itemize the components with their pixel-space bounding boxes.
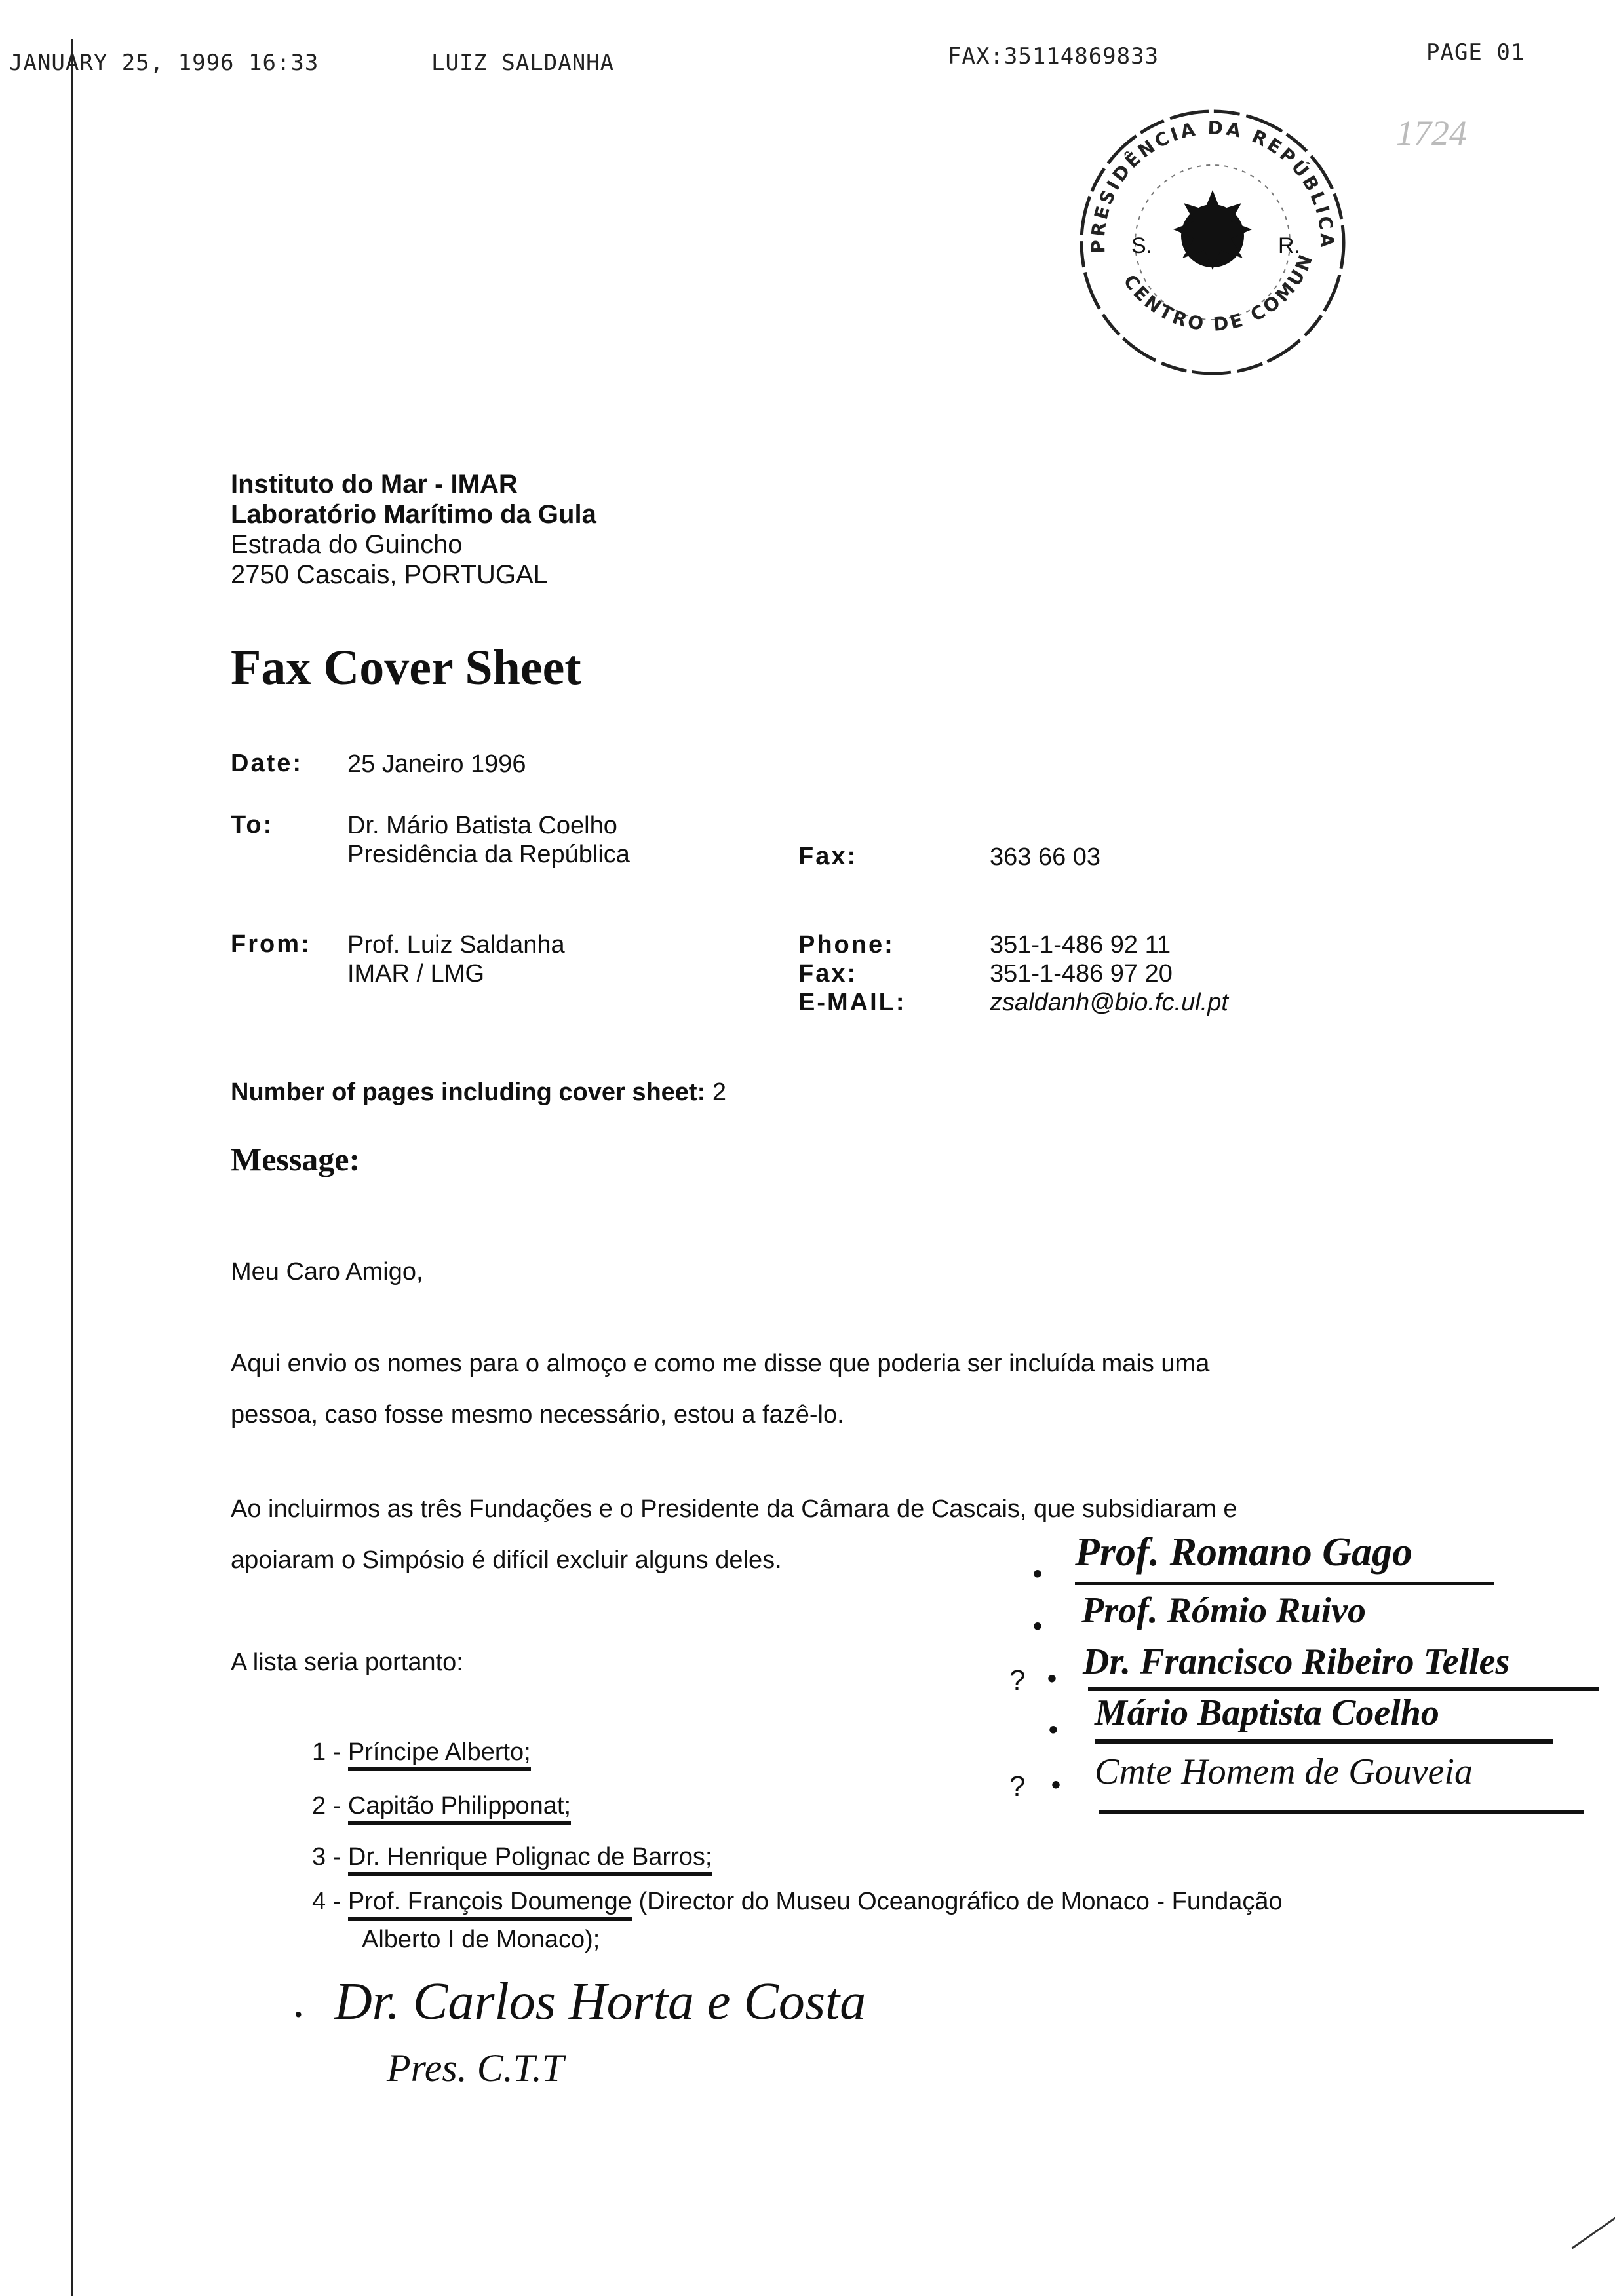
list-item-name: Dr. Henrique Polignac de Barros; — [348, 1843, 712, 1876]
para2-line1: Ao incluirmos as três Fundações e o Presidente da Câmara de Cascais, que subsidiaram e — [231, 1495, 1237, 1523]
stamp-handwritten-number: 1724 — [1396, 113, 1467, 153]
contact-labels — [798, 930, 906, 1017]
from-org: IMAR / LMG — [347, 960, 485, 987]
from-block — [347, 930, 565, 988]
org-line-4: 2750 Cascais, PORTUGAL — [231, 560, 548, 589]
from-fax-label: Fax: — [798, 960, 858, 987]
org-line-1: Instituto do Mar - IMAR — [231, 470, 518, 499]
question-mark: ? — [1009, 1770, 1026, 1803]
handwritten-underline — [1088, 1687, 1599, 1691]
bullet-dot: • — [1049, 1715, 1059, 1744]
handwritten-name-5: Cmte Homem de Gouveia — [1095, 1751, 1473, 1792]
stamp-letter-s: S. — [1131, 233, 1153, 258]
fax-header-number: FAX:35114869833 — [948, 43, 1159, 69]
handwritten-name-2: Prof. Rómio Ruivo — [1081, 1590, 1367, 1631]
bullet-dot: • — [1051, 1770, 1061, 1799]
to-block — [347, 811, 630, 869]
stamp-seal-icon — [1068, 98, 1357, 387]
list-item — [312, 1738, 531, 1767]
list-item-number: 4 - — [312, 1888, 341, 1915]
list-item-number: 1 - — [312, 1738, 341, 1766]
message-heading: Message: — [231, 1141, 360, 1177]
list-item-detail: (Director do Museu Oceanográfico de Monaco - Fundação — [631, 1888, 1283, 1915]
fax-header-page: PAGE 01 — [1426, 39, 1525, 66]
bullet-dot: • — [1033, 1559, 1043, 1588]
list-intro: A lista seria portanto: — [231, 1649, 463, 1676]
handwritten-underline — [1095, 1739, 1553, 1744]
para1-line1: Aqui envio os nomes para o almoço e como me disse que poderia ser incluída mais uma — [231, 1350, 1210, 1377]
phone-value: 351-1-486 92 11 — [990, 931, 1171, 959]
phone-label: Phone: — [798, 931, 895, 959]
list-item-name: Capitão Philipponat; — [348, 1792, 571, 1825]
scan-line — [71, 39, 73, 2296]
email-value: zsaldanh@bio.fc.ul.pt — [990, 989, 1228, 1016]
from-name: Prof. Luiz Saldanha — [347, 931, 565, 959]
to-fax-label: Fax: — [798, 843, 858, 870]
to-org: Presidência da República — [347, 841, 630, 868]
org-line-3: Estrada do Guincho — [231, 530, 463, 559]
presidency-stamp — [1068, 98, 1357, 387]
list-item-name: Príncipe Alberto; — [348, 1738, 531, 1771]
handwritten-underline — [1099, 1810, 1584, 1814]
bullet-dot: • — [1033, 1612, 1043, 1641]
bullet-dot: • — [1047, 1664, 1057, 1693]
svg-text:CENTRO DE COMUNICAÇÕES: CENTRO DE COMUN — [1119, 249, 1318, 335]
page-title: Fax Cover Sheet — [231, 640, 581, 695]
list-item — [312, 1887, 1492, 1954]
list-item-number: 2 - — [312, 1792, 341, 1820]
handwritten-name-4: Mário Baptista Coelho — [1095, 1693, 1439, 1733]
list-item-name: Prof. François Doumenge — [348, 1888, 632, 1921]
date-value: 25 Janeiro 1996 — [347, 750, 526, 778]
list-item-number: 3 - — [312, 1843, 341, 1871]
question-mark: ? — [1009, 1664, 1026, 1696]
bullet-dot: • — [295, 2004, 302, 2025]
para1-line2: pessoa, caso fosse mesmo necessário, estou a fazê-lo. — [231, 1401, 844, 1428]
list-item — [312, 1791, 571, 1820]
handwritten-bottom-title: Pres. C.T.T — [387, 2046, 564, 2090]
pages-row — [231, 1079, 726, 1107]
handwritten-underline — [1075, 1582, 1494, 1585]
para2-line2: apoiaram o Simpósio é difícil excluir alguns deles. — [231, 1546, 782, 1574]
handwritten-name-1: Prof. Romano Gago — [1075, 1530, 1412, 1575]
stamp-letter-r: R. — [1278, 233, 1300, 258]
contact-values — [990, 930, 1228, 1017]
to-name: Dr. Mário Batista Coelho — [347, 812, 617, 839]
handwritten-name-3: Dr. Francisco Ribeiro Telles — [1083, 1641, 1510, 1682]
message-paragraph-1 — [231, 1338, 1476, 1440]
pages-value: 2 — [712, 1079, 726, 1106]
org-line-2: Laboratório Marítimo da Gula — [231, 500, 596, 529]
to-label: To: — [231, 811, 274, 839]
handwritten-bottom-name: Dr. Carlos Horta e Costa — [334, 1973, 866, 2031]
svg-text:PRESIDÊNCIA DA REPÚBLICA: PRESIDÊNCIA DA REPÚBLICA — [1087, 117, 1338, 254]
from-fax-value: 351-1-486 97 20 — [990, 960, 1173, 987]
list-item — [312, 1843, 712, 1871]
pages-label: Number of pages including cover sheet: — [231, 1079, 706, 1106]
from-label: From: — [231, 930, 311, 958]
fax-header-sender: LUIZ SALDANHA — [431, 50, 615, 76]
message-salutation: Meu Caro Amigo, — [231, 1258, 423, 1286]
list-item-detail-2: Alberto I de Monaco); — [362, 1926, 600, 1953]
email-label: E-MAIL: — [798, 989, 906, 1016]
date-label: Date: — [231, 750, 303, 777]
organization-block — [231, 469, 596, 590]
fax-header-date: JANUARY 25, 1996 16:33 — [9, 50, 319, 76]
to-fax-value: 363 66 03 — [990, 843, 1101, 871]
scan-mark — [1571, 2213, 1615, 2249]
